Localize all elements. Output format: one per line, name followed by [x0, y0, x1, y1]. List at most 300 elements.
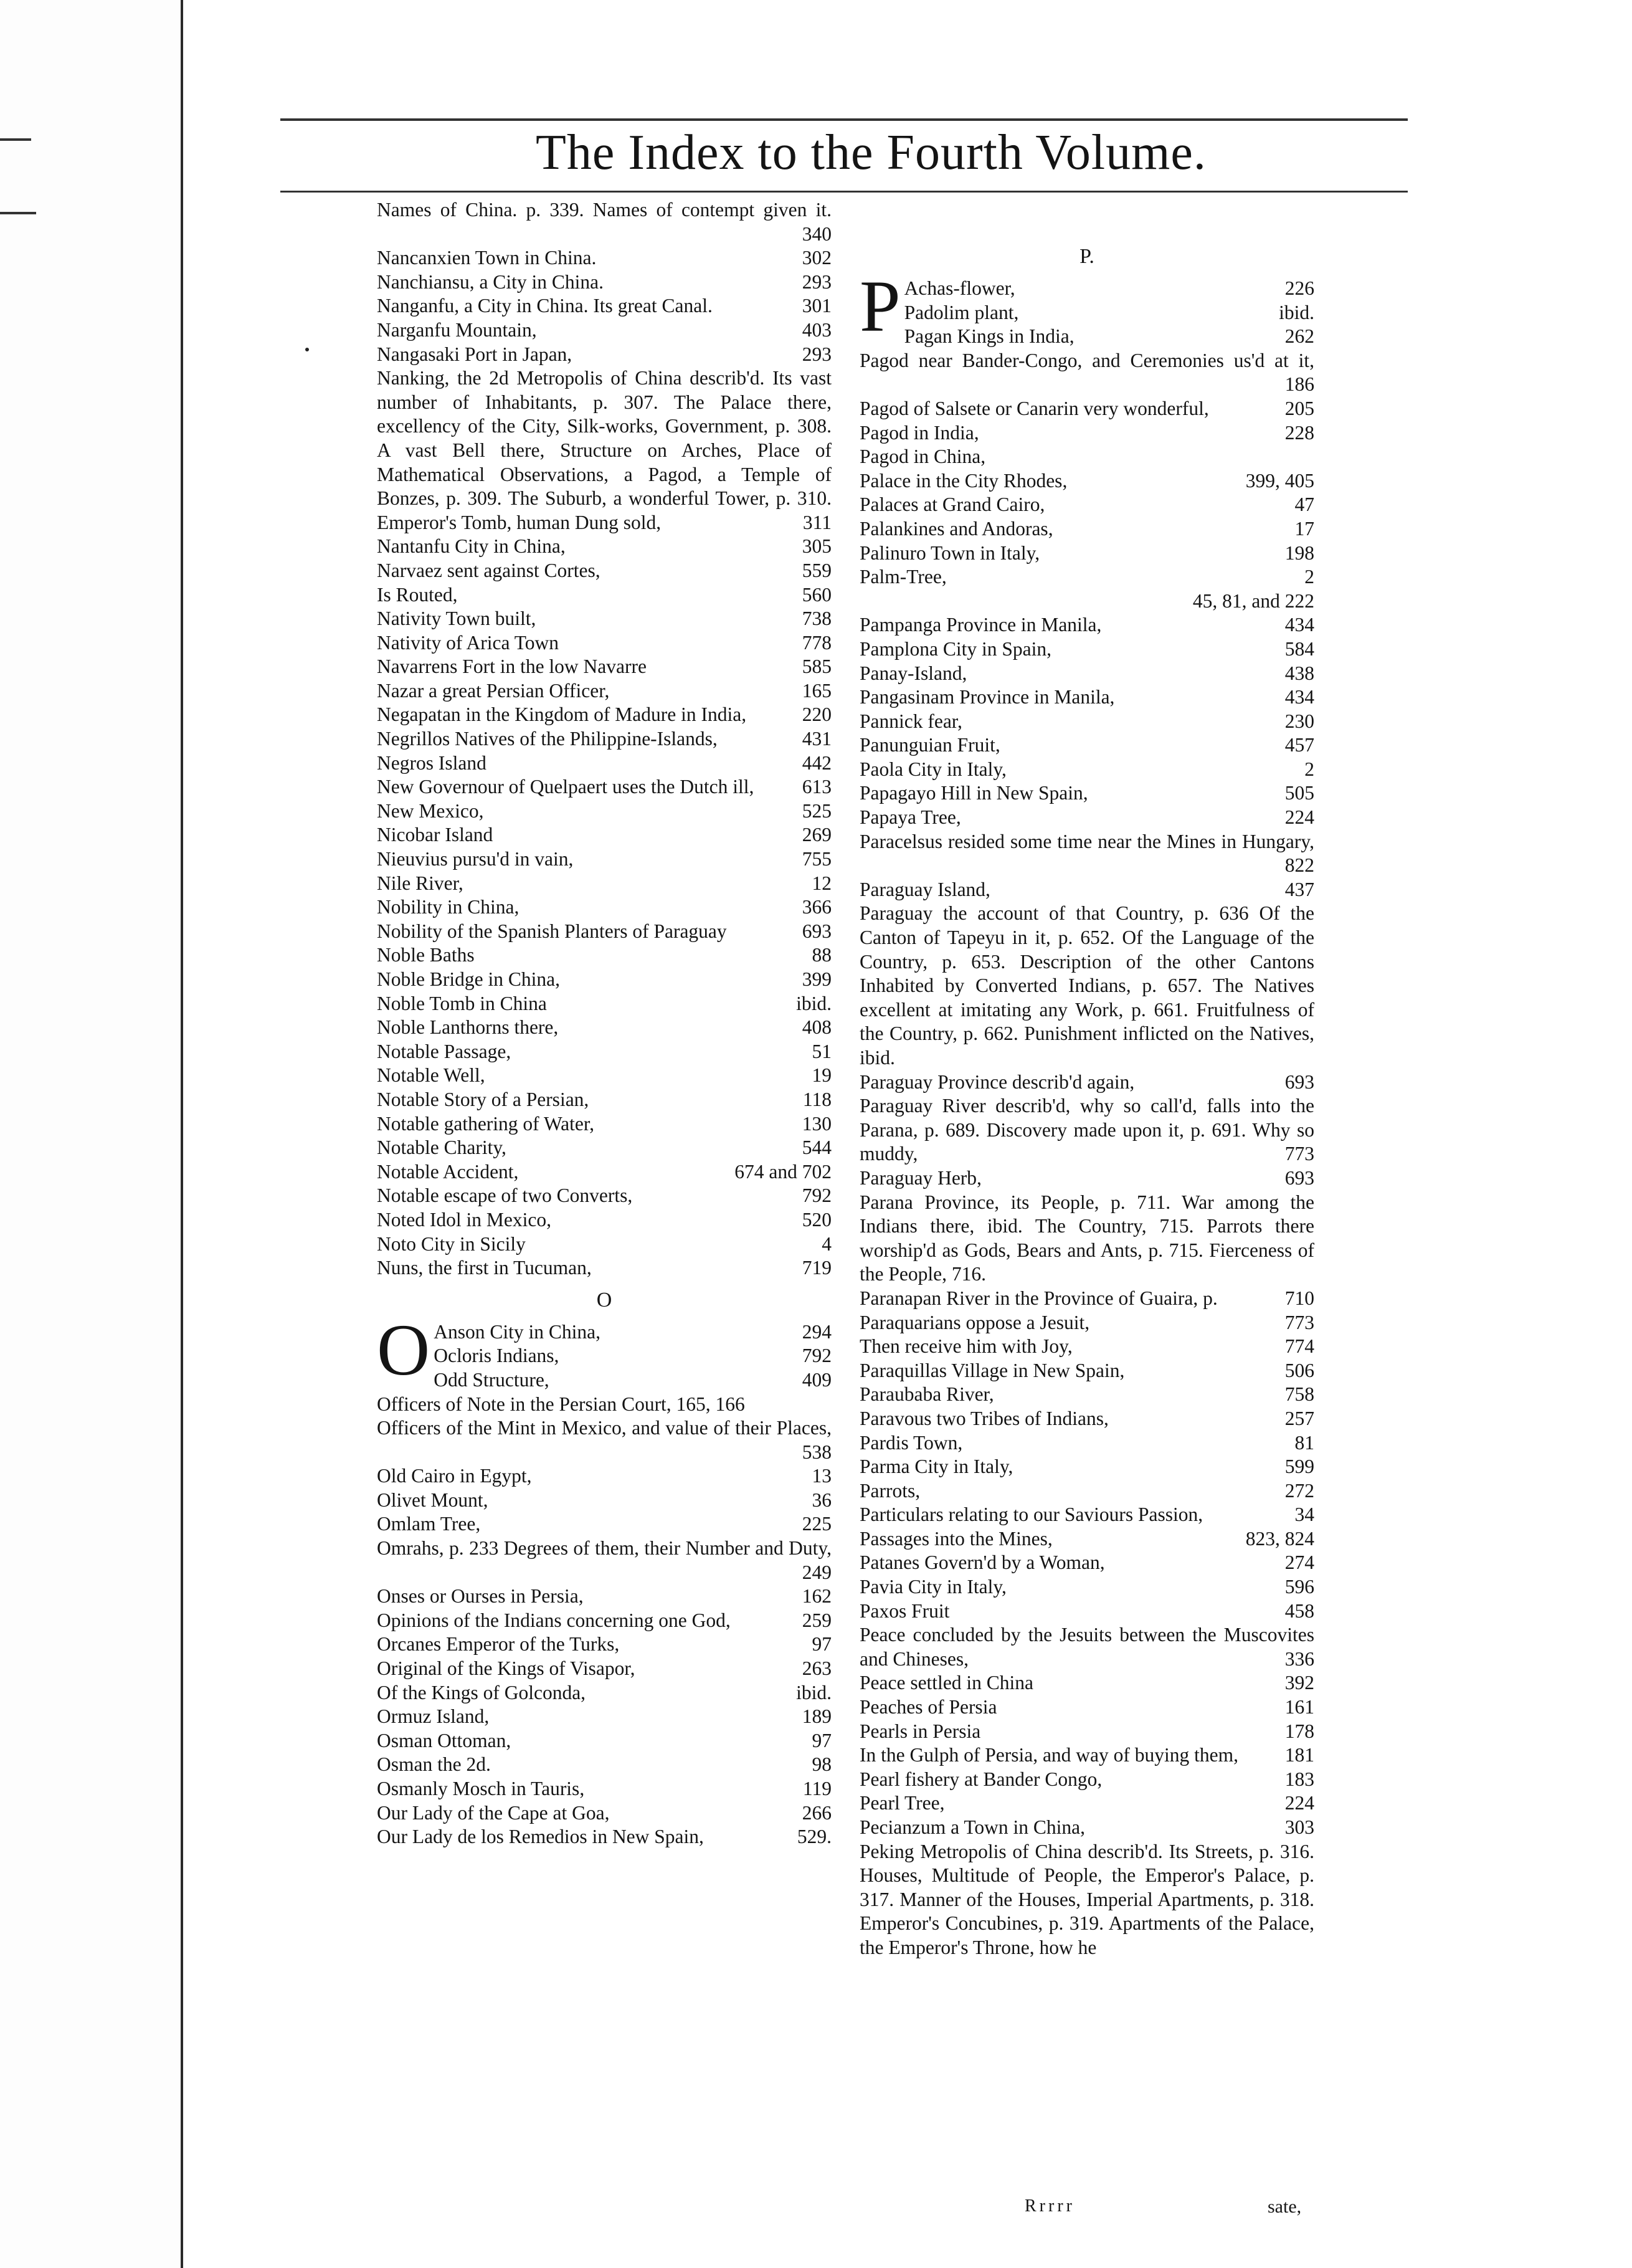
entry-text: Navarrens Fort in the low Navarre [377, 655, 647, 678]
entry-text: Nangasaki Port in Japan, [377, 343, 572, 365]
entry-page: 34 [1291, 1503, 1315, 1527]
entry-text: Old Cairo in Egypt, [377, 1465, 532, 1487]
entry-page: 693 [799, 920, 832, 944]
entry-text: Odd Structure, [434, 1368, 549, 1391]
index-entry [377, 823, 832, 847]
entry-page: 220 [799, 703, 832, 727]
entry-text: Officers of Note in the Persian Court, 165, 166 [377, 1393, 745, 1415]
entry-page: 269 [799, 823, 832, 847]
facing-page-rule [0, 138, 31, 141]
right-column [860, 237, 1314, 1960]
index-entry [860, 685, 1314, 710]
entry-page: 266 [799, 1801, 832, 1826]
entry-text: Paola City in Italy, [860, 758, 1007, 780]
index-entry [860, 1623, 1314, 1671]
entry-page: 13 [809, 1464, 832, 1489]
entry-text: Noble Baths [377, 944, 475, 966]
index-entry [377, 607, 832, 631]
entry-page: 773 [1281, 1142, 1314, 1166]
entry-page: 302 [799, 246, 832, 270]
entry-page: 340 [799, 222, 832, 247]
index-entry [377, 1112, 832, 1136]
entry-page: 458 [1281, 1599, 1314, 1624]
entry-text: Nazar a great Persian Officer, [377, 679, 610, 702]
entry-page: 301 [799, 294, 832, 318]
entry-text: Then receive him with Joy, [860, 1335, 1073, 1358]
entry-text: Nile River, [377, 872, 463, 894]
index-entry [860, 277, 1314, 301]
entry-text: Pangasinam Province in Manila, [860, 686, 1115, 708]
entry-text: Orcanes Emperor of the Turks, [377, 1633, 620, 1656]
entry-page: 822 [1281, 854, 1314, 878]
entry-text: Olivet Mount, [377, 1489, 488, 1511]
entry-text: Omlam Tree, [377, 1513, 481, 1535]
entry-page: 259 [799, 1609, 832, 1633]
entry-page: 434 [1281, 613, 1314, 637]
entry-text: Nativity of Arica Town [377, 631, 559, 654]
entry-page: 205 [1281, 397, 1314, 421]
entry-page: 437 [1281, 878, 1314, 902]
entry-text: Particulars relating to our Saviours Passion, [860, 1503, 1203, 1526]
signature-mark: Rrrrr [1025, 2196, 1075, 2216]
entry-page: 225 [799, 1512, 832, 1537]
index-entry [377, 1064, 832, 1088]
entry-text: Palankines and Andoras, [860, 517, 1053, 540]
index-entry [860, 541, 1314, 566]
entry-text: Nanking, the 2d Metropolis of China describ'd. Its vast number of Inhabitants, p. 307. The Palace there, excellency of the City, Silk-works, Government, p. 308. A vast Bell there, Structure on Arches, Place of Mathematical Observations, a Pagod, a Temple of Bonzes, p. 309. The Suburb, a wonderful Tower, p. 310. Emperor's Tomb, human Dung sold, [377, 367, 832, 533]
index-entry [860, 1720, 1314, 1744]
index-entry [860, 565, 1314, 589]
index-entry [860, 1335, 1314, 1359]
entry-text: Pagod in India, [860, 421, 979, 444]
entry-page: 505 [1281, 781, 1314, 806]
entry-page: 2 [1301, 758, 1314, 782]
entry-text: Paraquillas Village in New Spain, [860, 1359, 1125, 1381]
index-entry [860, 517, 1314, 541]
entry-page: 525 [799, 799, 832, 824]
index-entry [860, 1431, 1314, 1456]
index-entry [377, 559, 832, 583]
entry-text: Pardis Town, [860, 1431, 963, 1454]
entry-page: 198 [1281, 541, 1314, 566]
entry-page: 162 [799, 1584, 832, 1609]
entry-text: Narvaez sent against Cortes, [377, 559, 600, 581]
entry-page: ibid. [792, 992, 832, 1016]
entry-page: 399 [799, 968, 832, 992]
entry-text: Pampanga Province in Manila, [860, 614, 1102, 636]
index-entry [377, 1825, 832, 1849]
entry-page: 19 [809, 1064, 832, 1088]
facing-page-edge [0, 0, 179, 2268]
index-entry [860, 301, 1314, 325]
entry-page: 399, 405 [1242, 469, 1314, 493]
entry-text: Patanes Govern'd by a Woman, [860, 1551, 1105, 1574]
index-entry [860, 421, 1314, 446]
entry-text: Nanganfu, a City in China. Its great Canal. [377, 295, 713, 317]
entry-text: Noto City in Sicily [377, 1232, 526, 1255]
entry-text: New Mexico, [377, 799, 484, 822]
entry-text: Onses or Ourses in Persia, [377, 1585, 584, 1608]
index-entry [860, 1311, 1314, 1335]
index-entry [860, 445, 1314, 469]
entry-page: 438 [1281, 662, 1314, 686]
index-entry [377, 1184, 832, 1208]
index-entry [860, 1743, 1314, 1768]
index-entry [377, 992, 832, 1016]
entry-text: Nuns, the first in Tucuman, [377, 1257, 592, 1279]
entry-page: 183 [1281, 1768, 1314, 1792]
entry-text: Paraguay River describ'd, why so call'd, falls into the Parana, p. 689. Discovery made upon it, p. 691. Why so muddy, [860, 1095, 1314, 1165]
entry-page: 403 [799, 318, 832, 343]
index-entry [860, 733, 1314, 758]
index-entry [377, 535, 832, 559]
index-entry [377, 1136, 832, 1160]
entry-text: Negrillos Natives of the Philippine-Islands, [377, 728, 718, 750]
entry-text: Of the Kings of Golconda, [377, 1681, 586, 1703]
entry-page: 559 [799, 559, 832, 583]
index-entry [860, 1768, 1314, 1792]
entry-text: Paraguay Herb, [860, 1166, 982, 1189]
drop-cap-o: O [377, 1320, 430, 1391]
entry-text: Achas-flower, [904, 277, 1015, 299]
entry-text: Papaya Tree, [860, 806, 961, 829]
entry-text: Osmanly Mosch in Tauris, [377, 1778, 585, 1799]
entry-page: 506 [1281, 1359, 1314, 1383]
left-column [377, 198, 832, 1849]
entry-page: 560 [799, 583, 832, 608]
entry-page: 693 [1281, 1166, 1314, 1191]
entry-text: Palaces at Grand Cairo, [860, 493, 1045, 516]
index-entry [860, 830, 1314, 878]
entry-text: Noble Tomb in China [377, 992, 547, 1014]
entry-page: 584 [1281, 637, 1314, 662]
entry-text: Peace settled in China [860, 1672, 1034, 1694]
index-entry [377, 294, 832, 318]
section-letter-p: P. [1079, 245, 1094, 268]
index-entry [377, 751, 832, 776]
entry-page: ibid. [792, 1681, 832, 1705]
entry-page: 97 [809, 1729, 832, 1753]
entry-text: Is Routed, [377, 583, 458, 606]
margin-dot [305, 348, 309, 351]
entry-text: Our Lady de los Remedios in New Spain, [377, 1826, 704, 1848]
entry-text: Peace concluded by the Jesuits between the Muscovites and Chineses, [860, 1624, 1314, 1670]
entry-text: Paravous two Tribes of Indians, [860, 1407, 1109, 1429]
entry-page: 228 [1281, 421, 1314, 446]
top-rule [280, 118, 1408, 121]
p-entries [860, 277, 1314, 1960]
entry-page: 51 [809, 1040, 832, 1064]
entry-page: 118 [799, 1088, 832, 1112]
entry-text: Our Lady of the Cape at Goa, [377, 1801, 610, 1824]
index-entry [860, 1695, 1314, 1720]
entry-page: 823, 824 [1242, 1527, 1314, 1551]
entry-page: 710 [1281, 1287, 1314, 1311]
entry-text: Paraguay the account of that Country, p. 636 Of the Canton of Tapeyu in it, p. 652. Of the Language of the Country, p. 653. Description of the other Cantons Inhabited by Converted Indians, p. 657. The Natives excellent at imitating any Work, p. 661. Fruitfulness of the Country, p. 662. Punishment inflicted on the Natives, ibid. [860, 902, 1314, 1069]
index-entry [377, 1232, 832, 1257]
entry-text: Palinuro Town in Italy, [860, 541, 1040, 564]
index-entry [860, 613, 1314, 637]
index-entry [860, 806, 1314, 830]
index-entry [860, 1479, 1314, 1503]
entry-page: 293 [799, 270, 832, 295]
index-entry [860, 1407, 1314, 1431]
index-entry [377, 1208, 832, 1232]
index-entry [860, 1671, 1314, 1695]
index-entry [860, 781, 1314, 806]
entry-page: 409 [799, 1368, 832, 1393]
entry-page: 262 [1281, 325, 1314, 349]
entry-text: Noble Bridge in China, [377, 968, 560, 990]
entry-text: Palace in the City Rhodes, [860, 469, 1068, 492]
entry-page: 257 [1281, 1407, 1314, 1431]
catchword: sate, [1268, 2196, 1302, 2217]
entry-page: 774 [1281, 1335, 1314, 1359]
entry-text: Parma City in Italy, [860, 1456, 1013, 1478]
index-entry [860, 710, 1314, 734]
entry-page: 81 [1291, 1431, 1315, 1456]
entry-text: Officers of the Mint in Mexico, and value of their Places, [377, 1417, 832, 1439]
entry-text: Noble Lanthorns there, [377, 1016, 559, 1039]
entry-page: 47 [1291, 493, 1315, 517]
entry-text: Nieuvius pursu'd in vain, [377, 848, 574, 870]
entry-text: Opinions of the Indians concerning one God, [377, 1609, 731, 1631]
index-entry [377, 1801, 832, 1826]
index-entry [377, 1632, 832, 1657]
entry-page: 773 [1281, 1311, 1314, 1335]
index-entry [377, 775, 832, 799]
index-entry [377, 679, 832, 703]
entry-text: Passages into the Mines, [860, 1527, 1053, 1550]
entry-text: Paraubaba River, [860, 1383, 994, 1406]
index-entry [377, 872, 832, 896]
index-entry [377, 1584, 832, 1609]
entry-text: Notable Story of a Persian, [377, 1088, 589, 1110]
index-entry [377, 1344, 832, 1368]
entry-page: 674 and 702 [731, 1160, 832, 1184]
entry-text: Papagayo Hill in New Spain, [860, 782, 1088, 804]
index-entry [860, 1840, 1314, 1960]
index-entry [860, 1551, 1314, 1575]
entry-text: Palm-Tree, [860, 566, 947, 588]
index-entry [377, 1489, 832, 1513]
entry-page: 293 [799, 343, 832, 367]
entry-text: New Governour of Quelpaert uses the Dutch ill, [377, 776, 754, 798]
entry-page: 224 [1281, 806, 1314, 830]
entry-text: Nobility in China, [377, 896, 519, 918]
entry-text: Nobility of the Spanish Planters of Paraguay [377, 920, 727, 942]
entry-text: Pecianzum a Town in China, [860, 1816, 1086, 1838]
entry-page: 2 [1301, 565, 1314, 589]
entry-page: 755 [799, 847, 832, 872]
index-entry [377, 1729, 832, 1753]
entry-page: 130 [799, 1112, 832, 1136]
index-entry [860, 1166, 1314, 1191]
section-o-block [377, 1320, 832, 1849]
entry-text: Paxos Fruit [860, 1599, 950, 1622]
entry-page: 17 [1291, 517, 1315, 541]
index-entry [377, 1393, 832, 1417]
entry-page: 336 [1281, 1647, 1314, 1672]
entry-page: 758 [1281, 1383, 1314, 1407]
entry-page: 294 [799, 1320, 832, 1345]
entry-page: 189 [799, 1705, 832, 1729]
entry-page: 97 [809, 1632, 832, 1657]
index-entry [860, 1791, 1314, 1816]
entry-text: Pagod of Salsete or Canarin very wonderful, [860, 397, 1209, 419]
index-entry [377, 583, 832, 608]
index-entry [377, 1753, 832, 1777]
section-p-block [860, 277, 1314, 1960]
index-entry [860, 1599, 1314, 1624]
index-entry [860, 1383, 1314, 1407]
entry-page: 693 [1281, 1070, 1314, 1095]
entry-page: 119 [799, 1777, 832, 1801]
entry-text: Peaches of Persia [860, 1696, 997, 1718]
entry-page: 263 [799, 1657, 832, 1681]
entry-text: Pagan Kings in India, [904, 325, 1075, 348]
entry-page: 165 [799, 679, 832, 703]
index-entry [860, 1070, 1314, 1095]
entry-text: Pearls in Persia [860, 1720, 981, 1742]
index-entry [377, 1416, 832, 1464]
entry-text: Osman Ottoman, [377, 1729, 511, 1751]
entry-page: 161 [1281, 1695, 1314, 1720]
entry-page: 226 [1281, 277, 1314, 301]
index-entry [860, 1575, 1314, 1599]
entry-page: 544 [799, 1136, 832, 1160]
entry-page: 311 [799, 511, 832, 535]
index-entry [860, 1191, 1314, 1287]
entry-text: Parana Province, its People, p. 711. War among the Indians there, ibid. The Country, 715. Parrots there worship'd as Gods, Bears and Ants, p. 715. Fierceness of the People, 716. [860, 1191, 1314, 1285]
index-entry [377, 1464, 832, 1489]
entry-text: Panay-Island, [860, 662, 967, 684]
index-entry [860, 878, 1314, 902]
index-entry [377, 943, 832, 968]
entry-text: Narganfu Mountain, [377, 318, 537, 341]
entry-page: 249 [799, 1561, 832, 1585]
entry-text: Paraguay Province describ'd again, [860, 1070, 1135, 1093]
index-entry [860, 349, 1314, 397]
index-entry [860, 1094, 1314, 1166]
entry-page: 431 [799, 727, 832, 751]
entry-text: Nancanxien Town in China. [377, 247, 597, 269]
index-entry [377, 246, 832, 270]
entry-text: Pagod in China, [860, 446, 986, 468]
index-entry [860, 325, 1314, 349]
page-title: The Index to the Fourth Volume. [536, 125, 1207, 180]
index-entry [377, 1609, 832, 1633]
entry-text: Notable Well, [377, 1064, 485, 1087]
entry-text: Paracelsus resided some time near the Mines in Hungary, [860, 830, 1314, 852]
index-entry [377, 198, 832, 246]
index-entry [377, 1705, 832, 1729]
entry-text: Notable Charity, [377, 1136, 506, 1159]
index-entry [377, 631, 832, 655]
entry-page: 719 [799, 1256, 832, 1280]
entry-text: Notable Accident, [377, 1160, 519, 1183]
entry-text: Names of China. p. 339. Names of contempt given it. [377, 199, 832, 221]
entry-text: Paraquarians oppose a Jesuit, [860, 1311, 1090, 1333]
title-underline [280, 191, 1408, 193]
entry-page: ibid. [1275, 301, 1314, 325]
entry-page: 4 [818, 1232, 832, 1257]
o-entries [377, 1320, 832, 1849]
entry-page: 520 [799, 1208, 832, 1232]
entry-text: Nicobar Island [377, 824, 493, 846]
index-entry [377, 1537, 832, 1584]
entry-page: 181 [1281, 1743, 1314, 1768]
entry-text: Padolim plant, [904, 301, 1019, 323]
entry-page: 303 [1281, 1816, 1314, 1840]
entry-page: 529. [794, 1825, 832, 1849]
index-entry [860, 1455, 1314, 1479]
entry-page: 366 [799, 895, 832, 920]
entry-text: Ocloris Indians, [434, 1345, 559, 1367]
entry-text: Negapatan in the Kingdom of Madure in India, [377, 703, 747, 726]
entry-text: Negros Island [377, 751, 486, 774]
entry-page: 274 [1281, 1551, 1314, 1575]
index-entry [377, 270, 832, 295]
index-entry [377, 1681, 832, 1705]
index-entry [377, 847, 832, 872]
index-entry [377, 1160, 832, 1184]
index-entry [860, 637, 1314, 662]
entry-page: 305 [799, 535, 832, 559]
entry-text: Pearl fishery at Bander Congo, [860, 1768, 1103, 1790]
entry-page: 408 [799, 1016, 832, 1040]
index-entry [377, 1368, 832, 1393]
entry-text: Ormuz Island, [377, 1705, 490, 1728]
index-entry [860, 493, 1314, 517]
entry-text: Panunguian Fruit, [860, 734, 1000, 756]
index-entry [377, 1040, 832, 1064]
entry-text: Omrahs, p. 233 Degrees of them, their Number and Duty, [377, 1537, 832, 1560]
index-entry [377, 1512, 832, 1537]
entry-page: 613 [799, 775, 832, 799]
entry-text: Osman the 2d. [377, 1753, 491, 1776]
index-entry [860, 589, 1314, 614]
index-entry [860, 1503, 1314, 1527]
index-entry [377, 366, 832, 535]
index-entry [377, 318, 832, 343]
entry-page: 36 [809, 1489, 832, 1513]
index-entry [377, 895, 832, 920]
entry-page: 12 [809, 872, 832, 896]
index-entry [860, 1287, 1314, 1311]
entry-text: Parrots, [860, 1479, 921, 1502]
index-entry [860, 758, 1314, 782]
section-letter-o: O [596, 1288, 612, 1312]
entry-page: 224 [1281, 1791, 1314, 1816]
entry-page: 434 [1281, 685, 1314, 710]
entry-text: Pannick fear, [860, 710, 962, 732]
index-entry [377, 1777, 832, 1801]
index-entry [377, 1088, 832, 1112]
index-entry [377, 1256, 832, 1280]
entry-page: 45, 81, and 222 [1189, 589, 1314, 614]
entry-text: Nanchiansu, a City in China. [377, 270, 604, 293]
entry-text: Notable Passage, [377, 1040, 511, 1062]
index-entry [860, 469, 1314, 493]
entry-text: Pavia City in Italy, [860, 1576, 1007, 1598]
entry-page: 230 [1281, 710, 1314, 734]
entry-page: 599 [1281, 1455, 1314, 1479]
entry-page: 88 [809, 943, 832, 968]
entry-text: Paranapan River in the Province of Guaira, p. [860, 1287, 1218, 1309]
drop-cap-p: P [860, 277, 901, 347]
entry-page: 596 [1281, 1575, 1314, 1599]
